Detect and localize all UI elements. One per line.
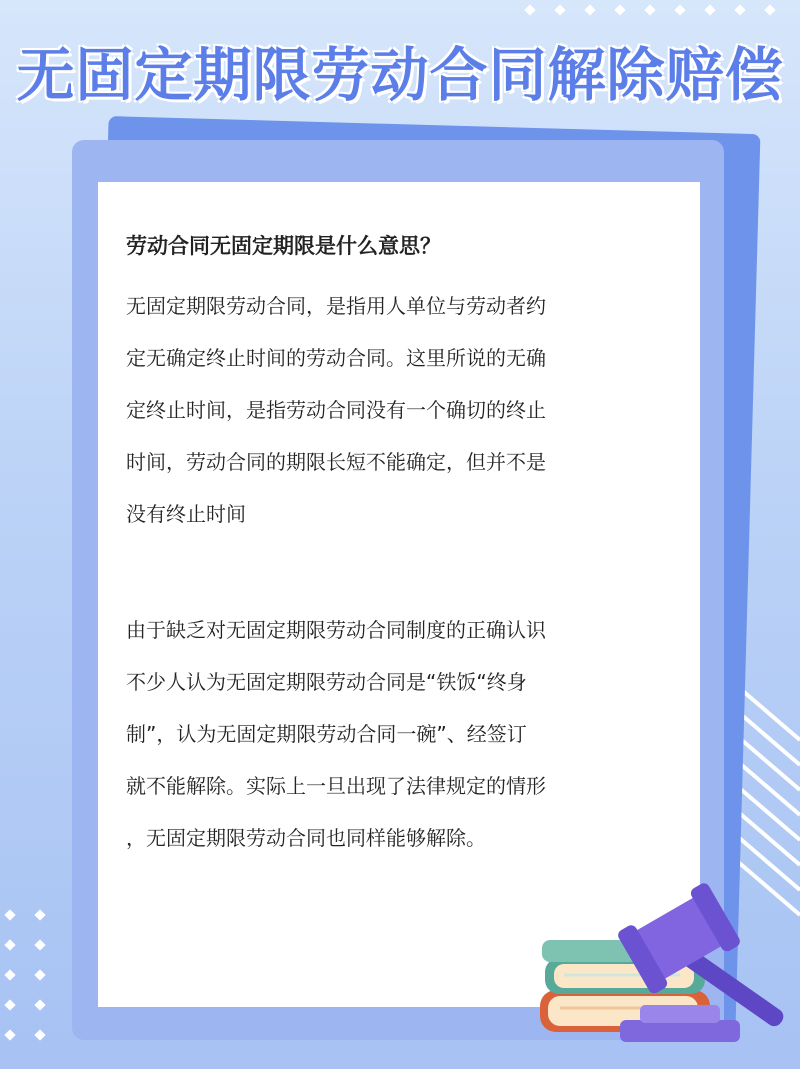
paragraph-line: 无固定期限劳动合同，是指用人单位与劳动者约 <box>126 294 546 318</box>
dot-pattern-bottom <box>0 905 80 1055</box>
paragraph-line: 时间，劳动合同的期限长短不能确定，但并不是 <box>126 450 546 474</box>
dot-pattern-top <box>520 0 800 24</box>
paragraph-line: 就不能解除。实际上一旦出现了法律规定的情形 <box>126 774 546 798</box>
paragraph-line: 定终止时间，是指劳动合同没有一个确切的终止 <box>126 398 546 422</box>
page-title: 无固定期限劳动合同解除赔偿 <box>16 41 784 109</box>
paragraph-line: 不少人认为无固定期限劳动合同是“铁饭“终身 <box>126 670 527 694</box>
paragraph-line: 制”，认为无固定期限劳动合同一碗”、经签订 <box>126 722 527 746</box>
paragraph-line: 定无确定终止时间的劳动合同。这里所说的无确 <box>126 346 546 370</box>
paragraph-definition <box>126 280 674 540</box>
paragraph-line: 没有终止时间 <box>126 502 246 526</box>
paragraph-line: 由于缺乏对无固定期限劳动合同制度的正确认识 <box>126 618 546 642</box>
paragraph-line: ，无固定期限劳动合同也同样能够解除。 <box>126 826 486 850</box>
gavel-icon <box>530 880 800 1069</box>
paragraph-misconception <box>126 604 674 864</box>
card-heading: 劳动合同无固定期限是什么意思？ <box>126 234 441 258</box>
